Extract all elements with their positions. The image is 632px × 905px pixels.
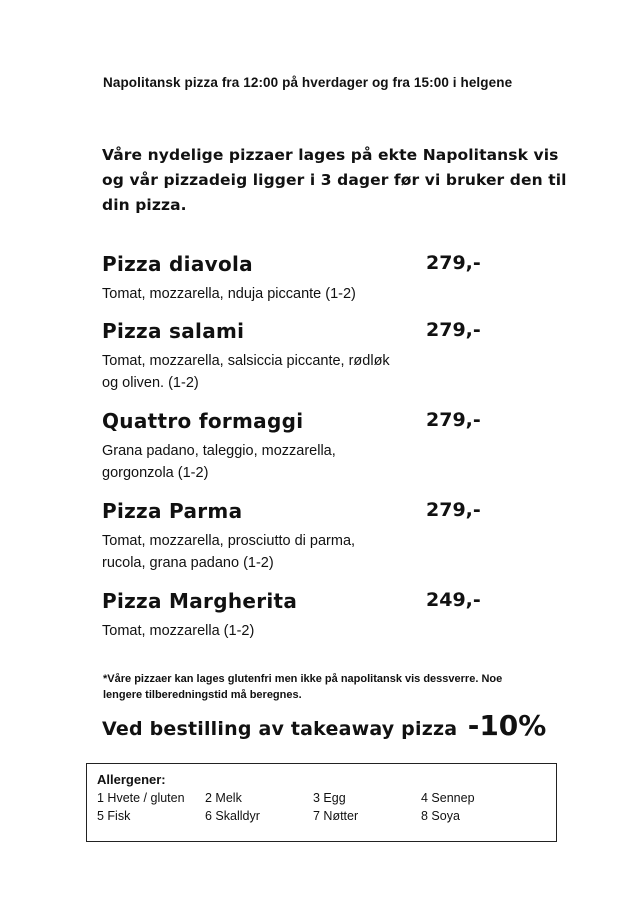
item-description: Tomat, mozzarella, prosciutto di parma, rucola, grana padano (1-2)	[102, 533, 356, 571]
opening-hours: Napolitansk pizza fra 12:00 på hverdager og fra 15:00 i helgene	[103, 75, 513, 90]
item-name: Quattro formaggi	[102, 409, 304, 433]
allergen-item: 4 Sennep	[421, 791, 475, 805]
allergen-list	[97, 791, 529, 827]
allergen-item: 8 Soya	[421, 809, 460, 823]
item-price: 279,-	[426, 319, 481, 341]
item-description: Tomat, mozzarella (1-2)	[102, 623, 255, 639]
item-price: 279,-	[426, 499, 481, 521]
item-price: 249,-	[426, 589, 481, 611]
allergen-item: 5 Fisk	[97, 809, 131, 823]
item-description: Tomat, mozzarella, salsiccia piccante, rødløk og oliven. (1-2)	[102, 353, 390, 391]
allergen-item: 6 Skalldyr	[205, 809, 260, 823]
takeaway-offer	[102, 709, 546, 742]
takeaway-text: Ved bestilling av takeaway pizza	[102, 718, 458, 740]
allergen-title: Allergener:	[97, 772, 166, 787]
takeaway-discount: -10%	[467, 709, 547, 742]
intro-text: Våre nydelige pizzaer lages på ekte Napolitansk vis og vår pizzadeig ligger i 3 dager før vi bruker den til din pizza.	[102, 146, 567, 214]
allergen-item: 3 Egg	[313, 791, 346, 805]
allergen-box	[86, 763, 557, 842]
item-description: Grana padano, taleggio, mozzarella, gorgonzola (1-2)	[102, 443, 336, 481]
item-name: Pizza Parma	[102, 499, 243, 523]
item-description: Tomat, mozzarella, nduja piccante (1-2)	[102, 286, 356, 302]
item-price: 279,-	[426, 409, 481, 431]
allergen-item: 7 Nøtter	[313, 809, 359, 823]
item-name: Pizza diavola	[102, 252, 253, 276]
item-name: Pizza Margherita	[102, 589, 298, 613]
allergen-item: 2 Melk	[205, 791, 242, 805]
gluten-note: *Våre pizzaer kan lages glutenfri men ikke på napolitansk vis dessverre. Noe lengere tilberedningstid må beregnes.	[103, 673, 503, 701]
item-price: 279,-	[426, 252, 481, 274]
item-name: Pizza salami	[102, 319, 245, 343]
allergen-item: 1 Hvete / gluten	[97, 791, 185, 805]
